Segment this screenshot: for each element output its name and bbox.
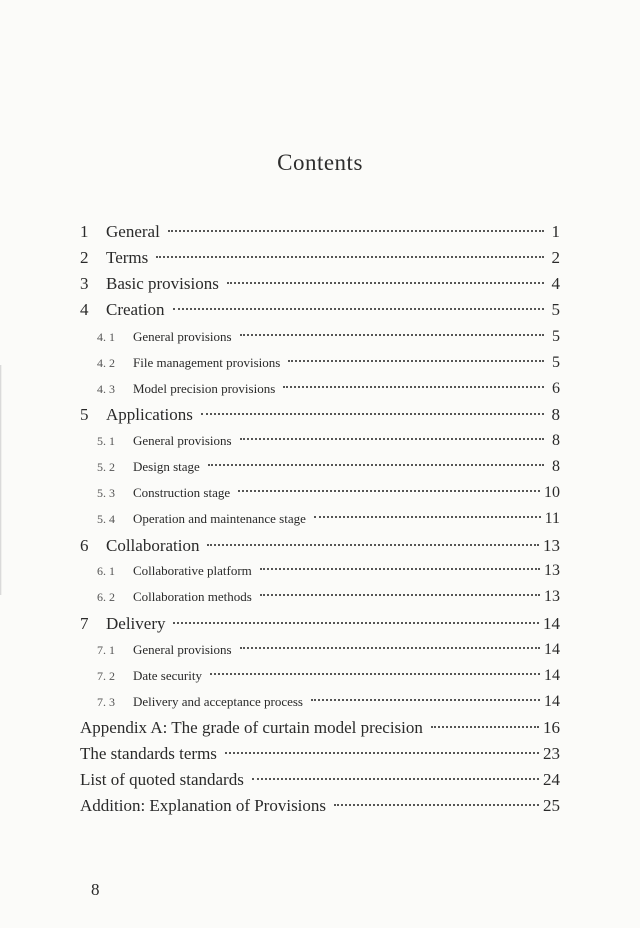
toc-entry[interactable] <box>80 300 560 320</box>
toc-label: Collaborative platform <box>133 563 252 578</box>
dot-leader <box>156 256 544 258</box>
dot-leader <box>208 464 544 466</box>
toc-label: Model precision provisions <box>133 381 276 396</box>
toc-entry[interactable] <box>80 510 560 528</box>
toc-number: 5. 2 <box>97 460 115 474</box>
toc-entry[interactable] <box>80 796 560 816</box>
toc-entry[interactable] <box>80 536 560 556</box>
dot-leader <box>283 386 544 388</box>
toc-number: 3 <box>80 274 89 293</box>
dot-leader <box>201 413 544 415</box>
toc-entry[interactable] <box>80 718 560 738</box>
toc-entry[interactable] <box>80 770 560 790</box>
dot-leader <box>168 230 544 232</box>
toc-page: 13 <box>543 536 560 555</box>
toc-page: 2 <box>551 248 560 267</box>
toc-page: 6 <box>552 380 560 397</box>
toc-page: 13 <box>544 588 560 605</box>
toc-number: 5. 1 <box>97 434 115 448</box>
toc-label: Basic provisions <box>106 274 219 293</box>
toc-entry[interactable] <box>80 667 560 685</box>
dot-leader <box>260 594 540 596</box>
toc-label: Appendix A: The grade of curtain model precision <box>80 718 423 737</box>
toc-label: Operation and maintenance stage <box>133 511 306 526</box>
toc-entry[interactable] <box>80 222 560 242</box>
page-number: 8 <box>91 880 100 899</box>
toc-number: 5. 4 <box>97 512 115 526</box>
toc-page: 14 <box>544 641 560 658</box>
toc-label: Creation <box>106 300 165 319</box>
toc-entry[interactable] <box>80 693 560 711</box>
toc-label: Design stage <box>133 459 200 474</box>
dot-leader <box>210 673 540 675</box>
toc-label: General provisions <box>133 433 232 448</box>
dot-leader <box>431 726 539 728</box>
toc-number: 4. 2 <box>97 356 115 370</box>
toc-label: General <box>106 222 160 241</box>
toc-page: 24 <box>543 770 560 789</box>
toc-label: Collaboration methods <box>133 589 252 604</box>
toc-label: Delivery and acceptance process <box>133 694 303 709</box>
toc-entry[interactable] <box>80 274 560 294</box>
dot-leader <box>173 622 539 624</box>
binding-shadow <box>0 365 2 595</box>
toc-number: 4. 3 <box>97 382 115 396</box>
toc-number: 6 <box>80 536 89 555</box>
dot-leader <box>238 490 540 492</box>
toc-label: Terms <box>106 248 149 267</box>
dot-leader <box>252 778 539 780</box>
toc-label: File management provisions <box>133 355 281 370</box>
dot-leader <box>240 334 544 336</box>
toc-page: 8 <box>552 458 560 475</box>
toc-page: 4 <box>551 274 560 293</box>
toc-page: 5 <box>552 328 560 345</box>
toc-entry[interactable] <box>80 484 560 502</box>
dot-leader <box>311 699 540 701</box>
toc-entry[interactable] <box>80 744 560 764</box>
toc-page: 14 <box>544 667 560 684</box>
dot-leader <box>240 647 540 649</box>
toc-page: 5 <box>552 354 560 371</box>
toc-number: 7. 2 <box>97 669 115 683</box>
toc-page: 25 <box>543 796 560 815</box>
toc-number: 5 <box>80 405 89 424</box>
toc-label: List of quoted standards <box>80 770 244 789</box>
toc-page: 11 <box>544 510 560 527</box>
toc-entry[interactable] <box>80 562 560 580</box>
toc-number: 7. 3 <box>97 695 115 709</box>
toc-entry[interactable] <box>80 405 560 425</box>
toc-number: 6. 1 <box>97 564 115 578</box>
toc-page: 23 <box>543 744 560 763</box>
dot-leader <box>260 568 540 570</box>
page-title: Contents <box>277 150 363 175</box>
toc-label: Date security <box>133 668 202 683</box>
toc-page: 10 <box>544 484 560 501</box>
toc-number: 5. 3 <box>97 486 115 500</box>
dot-leader <box>314 516 541 518</box>
toc-label: The standards terms <box>80 744 217 763</box>
toc-page: 1 <box>551 222 560 241</box>
dot-leader <box>207 544 539 546</box>
toc-page: 5 <box>551 300 560 319</box>
toc-entry[interactable] <box>80 458 560 476</box>
toc-number: 6. 2 <box>97 590 115 604</box>
toc-number: 4 <box>80 300 89 319</box>
toc-label: Applications <box>106 405 193 424</box>
dot-leader <box>334 804 539 806</box>
toc-entry[interactable] <box>80 614 560 634</box>
toc-entry[interactable] <box>80 328 560 346</box>
dot-leader <box>240 438 544 440</box>
toc-label: Collaboration <box>106 536 200 555</box>
toc-number: 1 <box>80 222 89 241</box>
toc-entry[interactable] <box>80 588 560 606</box>
toc-entry[interactable] <box>80 380 560 398</box>
toc-label: Delivery <box>106 614 166 633</box>
toc-entry[interactable] <box>80 248 560 268</box>
toc-entry[interactable] <box>80 432 560 450</box>
toc-number: 7. 1 <box>97 643 115 657</box>
toc-page: 8 <box>552 432 560 449</box>
toc-label: General provisions <box>133 642 232 657</box>
toc-page: 14 <box>543 614 560 633</box>
toc-page: 13 <box>544 562 560 579</box>
toc-page: 14 <box>544 693 560 710</box>
toc-number: 2 <box>80 248 89 267</box>
toc-page: 16 <box>543 718 560 737</box>
toc-label: General provisions <box>133 329 232 344</box>
toc-page: 8 <box>551 405 560 424</box>
dot-leader <box>227 282 544 284</box>
toc-number: 4. 1 <box>97 330 115 344</box>
toc-entry[interactable] <box>80 354 560 372</box>
toc-label: Construction stage <box>133 485 231 500</box>
toc-label: Addition: Explanation of Provisions <box>80 796 327 815</box>
dot-leader <box>173 308 544 310</box>
toc-entry[interactable] <box>80 641 560 659</box>
dot-leader <box>225 752 539 754</box>
dot-leader <box>288 360 544 362</box>
toc-number: 7 <box>80 614 89 633</box>
